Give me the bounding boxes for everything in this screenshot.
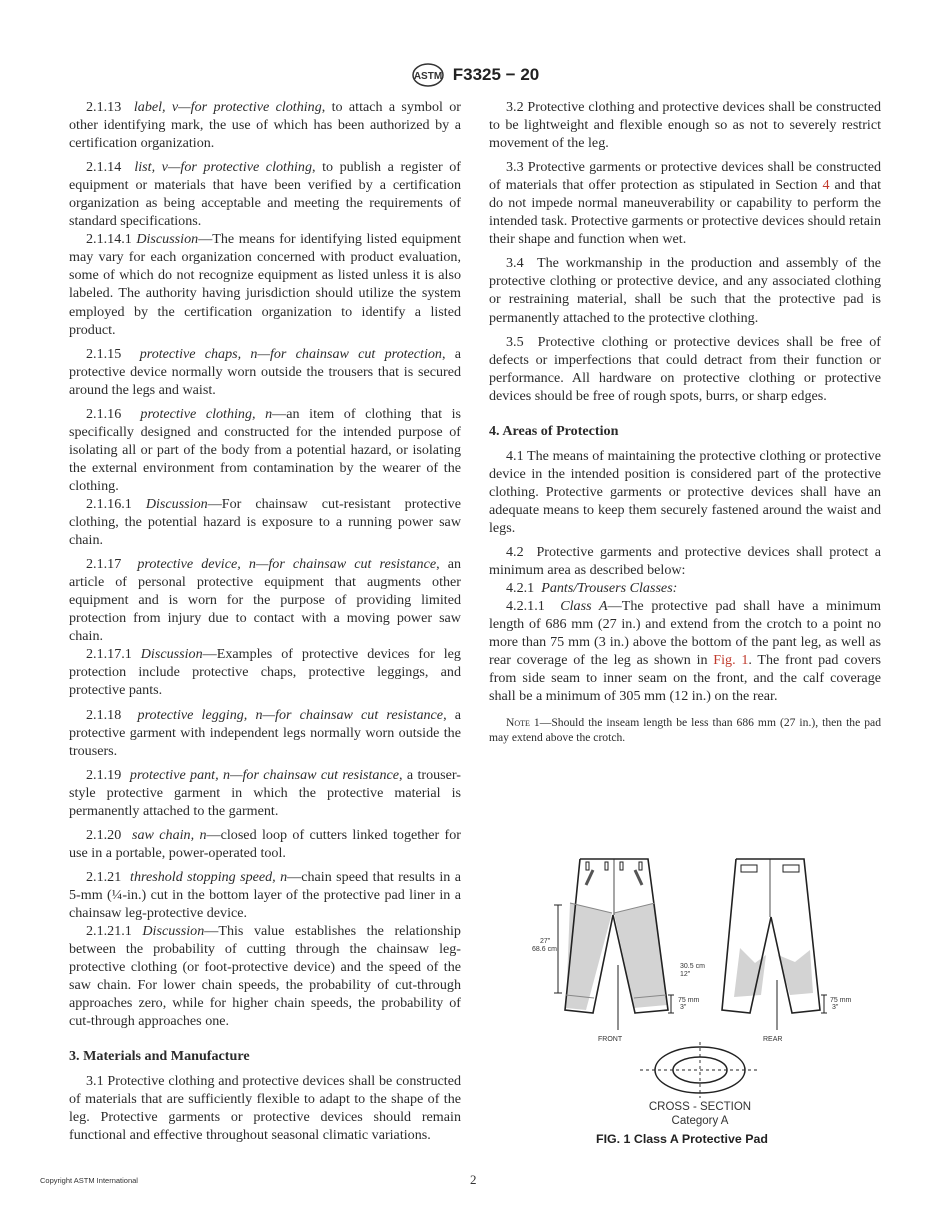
section-4-heading: 4. Areas of Protection [489,422,619,439]
svg-text:3": 3" [832,1004,839,1011]
definition-2-1-13: 2.1.13 label, v—for protective clothing, to attach a symbol or other identifying mark, the use of which has been authorized by a certification organization. [69,99,461,152]
clause-3-2: 3.2 Protective clothing and protective devices shall be constructed to be lightweight and flexible enough so as not to severely restrict movement of the leg. [489,99,881,152]
left-column [69,98,461,1151]
svg-text:75 mm: 75 mm [830,997,852,1004]
page-number: 2 [470,1172,477,1187]
page-header [0,62,950,88]
definition-2-1-15: 2.1.15 protective chaps, n—for chainsaw cut protection, a protective device normally worn outside the trousers that is secured around the legs and waist. [69,345,461,398]
svg-text:FRONT: FRONT [598,1036,623,1043]
definition-2-1-14: 2.1.14 list, v—for protective clothing, to publish a register of equipment or materials that have been verified by a certification organization as being acceptable and meeting the requirements of standard specifications. [69,159,461,230]
svg-text:27": 27" [540,938,551,945]
front-pants-drawing [565,859,668,1013]
svg-text:75 mm: 75 mm [678,997,700,1004]
definition-2-1-16: 2.1.16 protective clothing, n—an item of clothing that is specifically designed and constructed for the intended purpose of isolating all or part of the body from a potential hazard, or isolating the external environment from contamination by the wearer of the clothing. [69,405,462,494]
figure-caption: FIG. 1 Class A Protective Pad [596,1132,768,1146]
clause-3-4: 3.4 The workmanship in the production and assembly of the protective clothing or protective device, and any associated clothing or restraining material, shall be such that the protective pad is permanently attached to the protective clothing. [489,255,881,326]
astm-logo-icon [411,62,445,88]
discussion-2-1-16-1: 2.1.16.1 Discussion—For chainsaw cut-resistant protective clothing, the potential hazard is exposure to a running power saw chain. [69,495,461,549]
clause-4-2: 4.2 Protective garments and protective devices shall protect a minimum area as described below: [489,544,881,579]
definition-2-1-19: 2.1.19 protective pant, n—for chainsaw cut resistance, a trouser-style protective garment in which the protective material is permanently attached to the garment. [69,766,462,819]
clause-3-5: 3.5 Protective clothing or protective devices shall be free of defects or imperfections that could detract from their function or performance. All hardware on protective clothing or protective devices should be free of rough spots, burrs, or sharp edges. [489,333,881,404]
definition-2-1-17: 2.1.17 protective device, n—for chainsaw cut resistance, an article of personal protective equipment that augments other equipment and is worn for the purpose of providing limited protection from injury due to contact with a moving power saw chain. [69,556,461,645]
section-4-link[interactable]: 4 [822,177,830,194]
section-3-heading: 3. Materials and Manufacture [69,1048,250,1065]
svg-text:3": 3" [680,1004,687,1011]
discussion-2-1-14-1: 2.1.14.1 Discussion—The means for identifying listed equipment may vary for each organization concerned with product evaluation, some of which do not recognize equipment as listed unless it is also labeled. The authority having jurisdiction should utilize the system employed by the certification organization to identify a listed product. [69,231,461,338]
clause-4-1: 4.1 The means of maintaining the protective clothing or protective device in the intended position is considered part of the protective clothing. Protective garments or protective devices shall have an adequate means to keep them securely fastened around the waist and legs. [489,447,881,536]
svg-text:30.5 cm: 30.5 cm [680,963,705,970]
figure-1-diagram [510,845,880,1155]
discussion-2-1-21-1: 2.1.21.1 Discussion—This value establishes the relationship between the probability of cutting through the chainsaw leg-protective clothing (or foot-protective device) and the speed of the saw chain. For lower chain speeds, the probability of cut-through approaches zero, while for higher chain speeds, the probability of cut-through approaches one. [69,923,461,1030]
rear-pants-drawing [722,859,820,1013]
svg-text:12": 12" [680,971,691,978]
svg-text:68.6 cm: 68.6 cm [532,946,557,953]
copyright-notice: Copyright ASTM International [40,1176,138,1185]
right-column [489,98,881,751]
definition-2-1-20: 2.1.20 saw chain, n—closed loop of cutters linked together for use in a portable, power-operated tool. [69,826,461,861]
cross-section-drawing [640,1042,760,1098]
clause-4-2-1: 4.2.1 Pants/Trousers Classes: [506,580,678,597]
definition-2-1-21: 2.1.21 threshold stopping speed, n—chain speed that results in a 5-mm (¼-in.) cut in the bottom layer of the protective pad liner in a chainsaw leg-protective device. [69,868,461,921]
svg-text:ASTM: ASTM [413,71,442,82]
definition-2-1-18: 2.1.18 protective legging, n—for chainsaw cut resistance, a protective garment with independent legs normally worn outside the trousers. [69,706,461,759]
fig-1-link[interactable]: Fig. 1 [713,652,749,669]
svg-text:REAR: REAR [763,1036,783,1043]
category-label: Category A [671,1115,729,1127]
note-1: Note 1—Should the inseam length be less than 686 mm (27 in.), then the pad may extend above the crotch. [489,716,881,745]
discussion-2-1-17-1: 2.1.17.1 Discussion—Examples of protective devices for leg protection include protective chaps, protective leggings, and protective pants. [69,646,461,699]
cross-section-label: CROSS - SECTION [648,1101,752,1113]
clause-3-3: 3.3 Protective garments or protective devices shall be constructed of materials that offer protection as stipulated in Section 4 and that do not impede normal maneuverability or capability to perform the intended task. Protective garments or protective devices should retain their shape and function when wet. [489,159,881,248]
clause-4-2-1-1: 4.2.1.1 Class A—The protective pad shall have a minimum length of 686 mm (27 in.) and extend from the crotch to a point no more than 75 mm (3 in.) above the bottom of the pant leg, as well as rear coverage of the leg as shown in Fig. 1. The front pad covers from side seam to inner seam on the front, and the calf coverage shall be a minimum of 305 mm (12 in.) on the rear. [489,598,881,705]
standard-designation: F3325 − 20 [452,65,540,84]
clause-3-1: 3.1 Protective clothing and protective devices shall be constructed of materials that are sufficiently flexible to adapt to the shape of the leg. Protective garments or protective devices should remain functional and effective throughout seasonal climatic variations. [69,1073,461,1144]
